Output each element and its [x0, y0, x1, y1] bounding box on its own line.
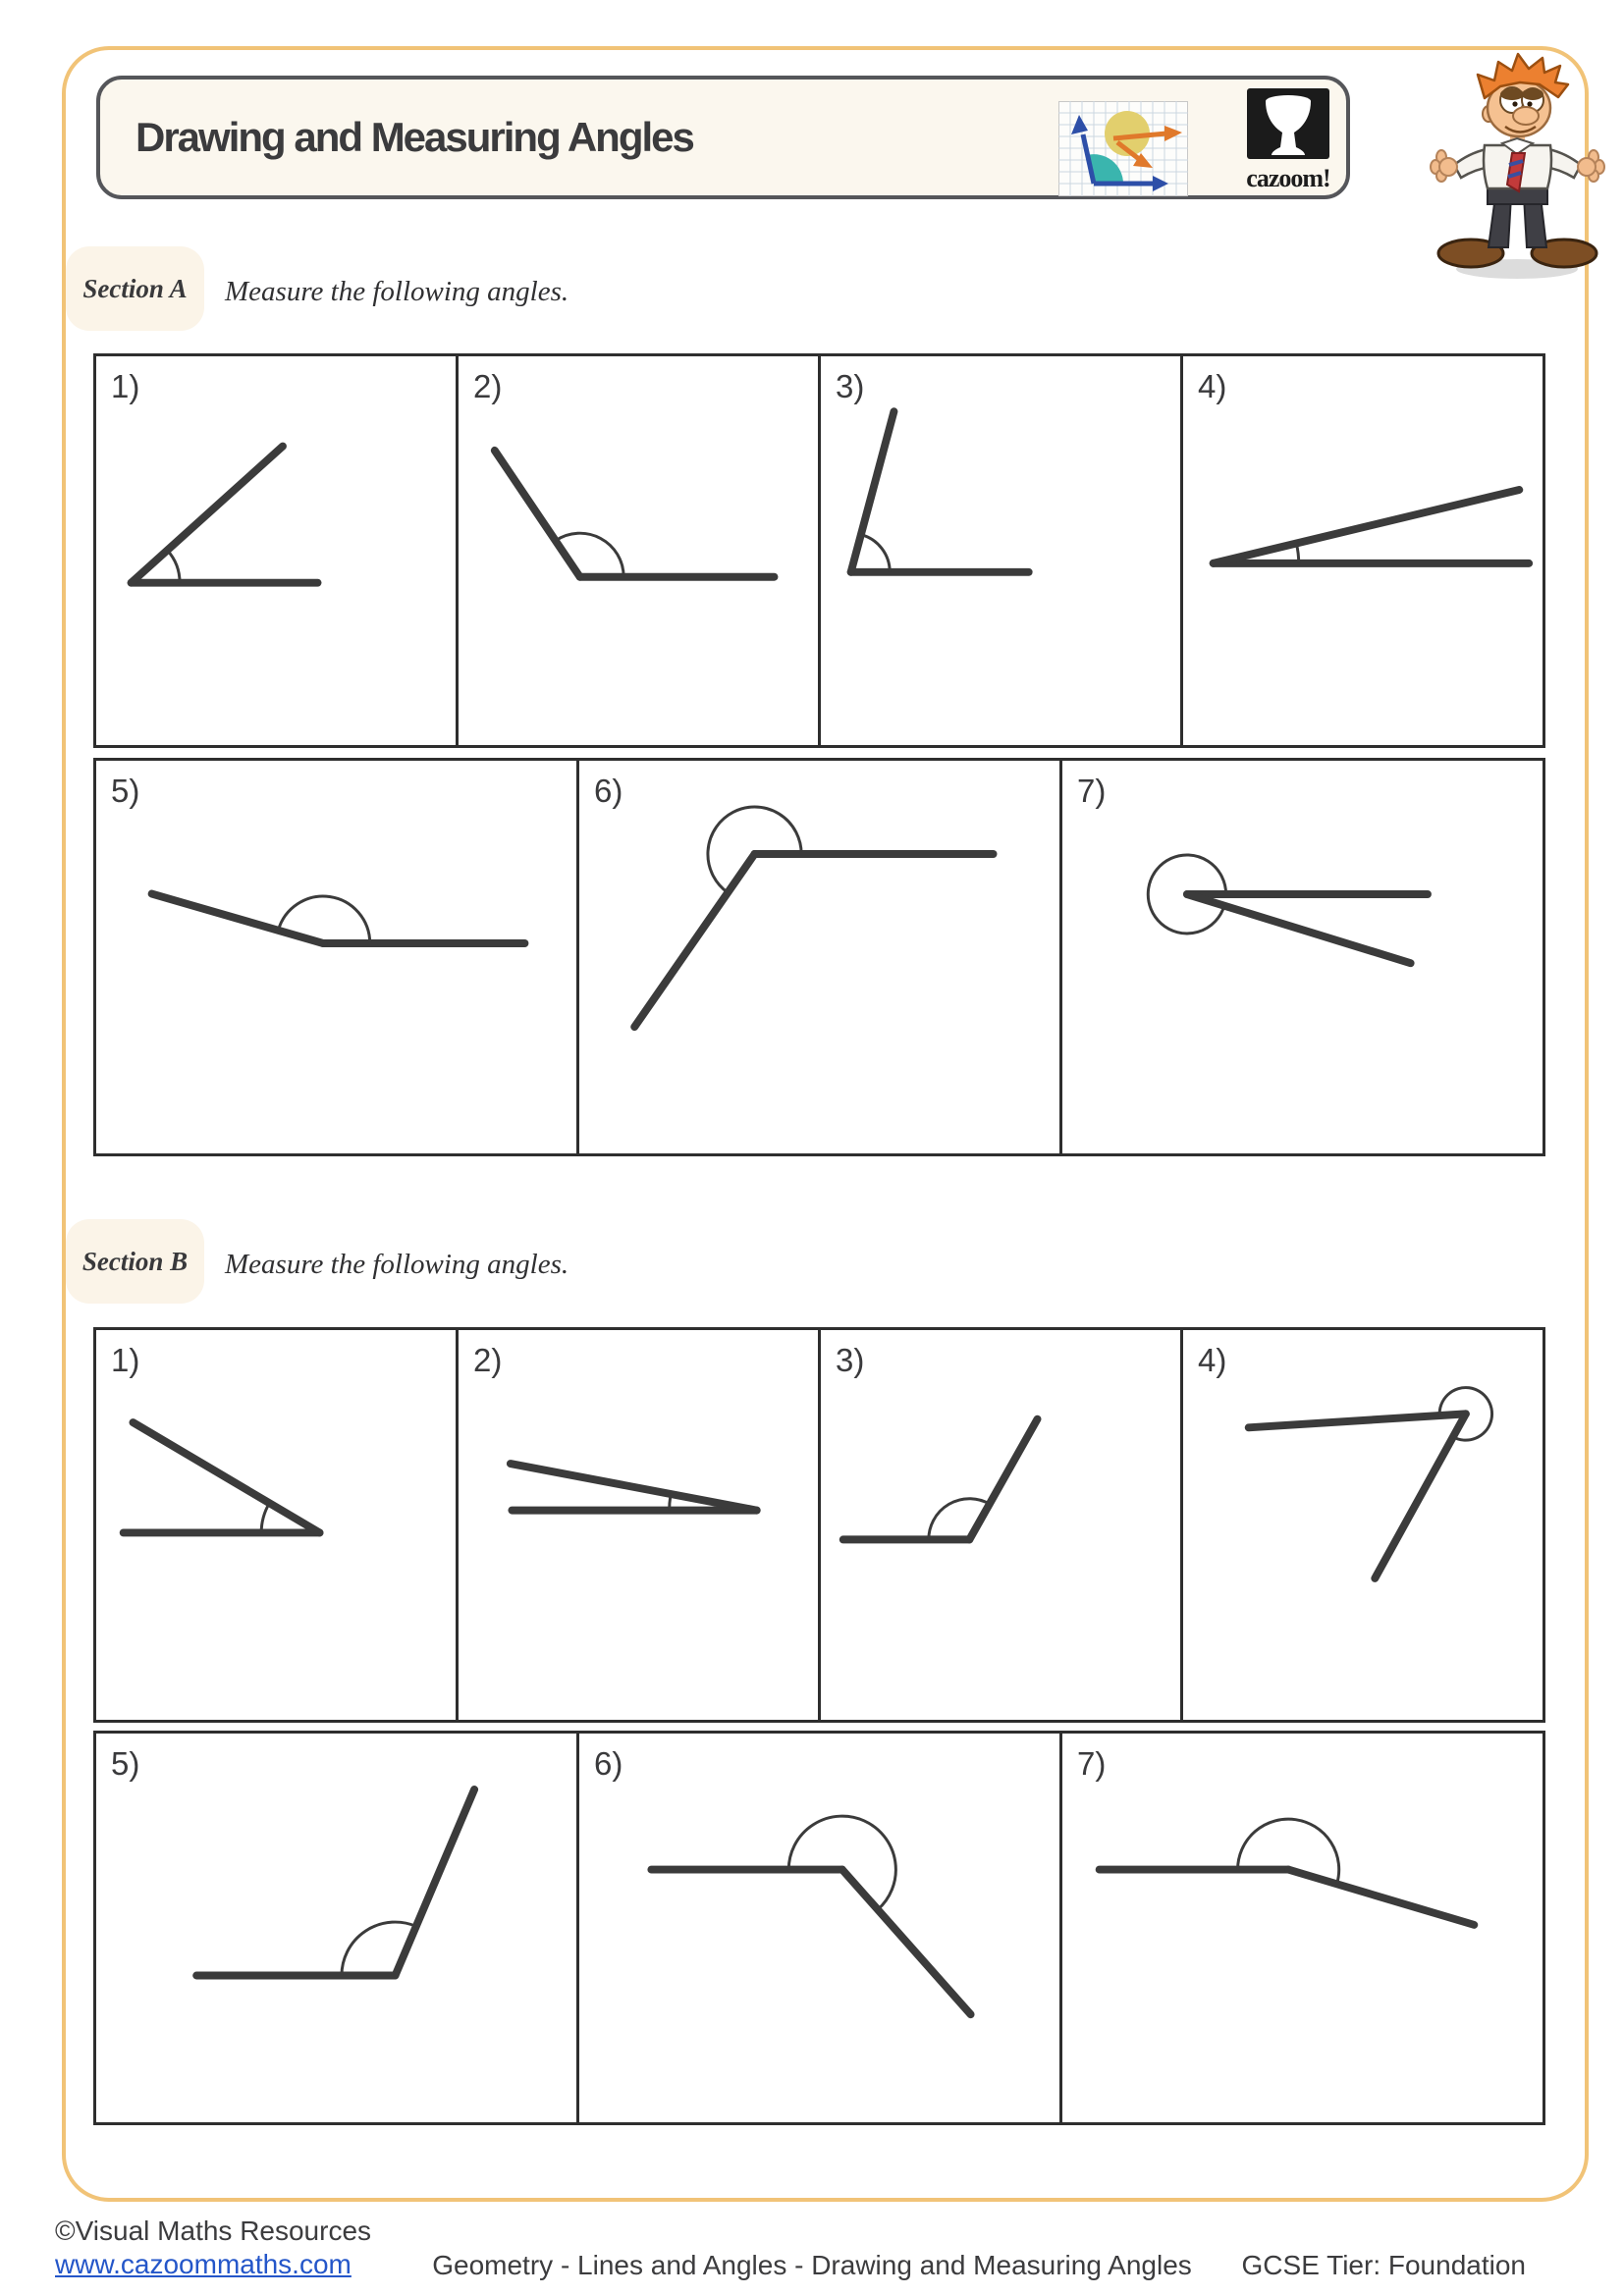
- angle-figure: [459, 356, 818, 745]
- angle-figure: [459, 1330, 818, 1720]
- angle-diagram-cell: [579, 761, 1062, 1153]
- cazoom-logo-text: cazoom!: [1246, 164, 1330, 192]
- diagram-number-label: 7): [1077, 773, 1107, 809]
- angle-arc: [670, 1494, 672, 1511]
- angle-diagram-cell: [821, 356, 1183, 745]
- angle-ray-line: [133, 1422, 319, 1532]
- section-a-label: Section A: [66, 246, 204, 331]
- diagram-number-label: 4): [1198, 1342, 1227, 1378]
- angle-diagram-cell: [96, 1734, 579, 2122]
- angle-diagram-cell: [1062, 761, 1543, 1153]
- angle-ray-line: [511, 1464, 757, 1511]
- mascot-character: [1422, 51, 1613, 287]
- diagram-number-label: 6): [594, 1745, 623, 1782]
- section-a-instruction: Measure the following angles.: [225, 276, 569, 307]
- angle-ray-line: [842, 1870, 971, 2015]
- section-a-row-1: [93, 353, 1545, 748]
- section-a-row-2: [93, 758, 1545, 1156]
- page-title: Drawing and Measuring Angles: [135, 114, 693, 160]
- cazoom-goblet-icon: [1247, 88, 1329, 159]
- diagram-number-label: 7): [1077, 1745, 1107, 1782]
- angle-diagram-cell: [1062, 1734, 1543, 2122]
- diagram-number-label: 2): [473, 368, 503, 404]
- angle-ray-line: [132, 447, 283, 583]
- angle-diagram-cell: [821, 1330, 1183, 1720]
- angle-diagram-cell: [96, 356, 459, 745]
- footer-website-link[interactable]: www.cazoommaths.com: [55, 2249, 352, 2279]
- angle-ray-line: [969, 1419, 1037, 1540]
- angle-ray-line: [1249, 1414, 1466, 1427]
- diagram-number-label: 2): [473, 1342, 503, 1378]
- angle-ray-line: [634, 854, 754, 1027]
- angle-diagram-cell: [459, 356, 821, 745]
- angle-figure: [1183, 356, 1543, 745]
- angle-figure: [821, 356, 1180, 745]
- angle-arc: [167, 551, 180, 583]
- angles-graph-icon: [1058, 101, 1188, 196]
- diagram-number-label: 3): [836, 368, 865, 404]
- angle-ray-line: [851, 411, 894, 572]
- angle-figure: [96, 1330, 456, 1720]
- angle-figure: [96, 761, 576, 1153]
- diagram-number-label: 1): [111, 368, 140, 404]
- section-b-instruction: Measure the following angles.: [225, 1249, 569, 1280]
- angle-ray-line: [1214, 490, 1520, 563]
- angle-ray-line: [1375, 1414, 1466, 1578]
- angle-figure: [1183, 1330, 1543, 1720]
- angle-figure: [96, 356, 456, 745]
- footer-copyright: ©Visual Maths Resources: [55, 2216, 372, 2246]
- angle-diagram-cell: [96, 761, 579, 1153]
- angle-diagram-cell: [579, 1734, 1062, 2122]
- angle-ray-line: [495, 451, 580, 577]
- angle-ray-line: [152, 894, 323, 943]
- angle-figure: [579, 761, 1059, 1153]
- diagram-number-label: 5): [111, 1745, 140, 1782]
- angle-ray-line: [1187, 894, 1411, 963]
- angle-arc: [708, 807, 801, 892]
- angle-diagram-cell: [1183, 1330, 1543, 1720]
- footer-breadcrumb: Geometry - Lines and Angles - Drawing and Measuring Angles: [432, 2250, 1192, 2280]
- section-b-row-2: [93, 1731, 1545, 2125]
- footer-tier-label: GCSE Tier: Foundation: [1241, 2250, 1526, 2280]
- section-b-row-1: [93, 1327, 1545, 1723]
- diagram-number-label: 4): [1198, 368, 1227, 404]
- angle-arc: [1238, 1819, 1339, 1884]
- section-b-label: Section B: [66, 1219, 204, 1304]
- angle-diagram-cell: [1183, 356, 1543, 745]
- diagram-number-label: 5): [111, 773, 140, 809]
- angle-ray-line: [396, 1789, 475, 1976]
- angle-figure: [821, 1330, 1180, 1720]
- angle-diagram-cell: [96, 1330, 459, 1720]
- angle-ray-line: [1288, 1870, 1474, 1925]
- angle-arc: [861, 535, 890, 572]
- cazoom-logo: [1229, 88, 1347, 194]
- angle-arc: [788, 1816, 895, 1909]
- diagram-number-label: 1): [111, 1342, 140, 1378]
- angle-arc: [261, 1503, 269, 1532]
- angle-figure: [1062, 761, 1543, 1153]
- angle-figure: [1062, 1734, 1543, 2122]
- angle-figure: [579, 1734, 1059, 2122]
- angle-figure: [96, 1734, 576, 2122]
- diagram-number-label: 3): [836, 1342, 865, 1378]
- angle-diagram-cell: [459, 1330, 821, 1720]
- diagram-number-label: 6): [594, 773, 623, 809]
